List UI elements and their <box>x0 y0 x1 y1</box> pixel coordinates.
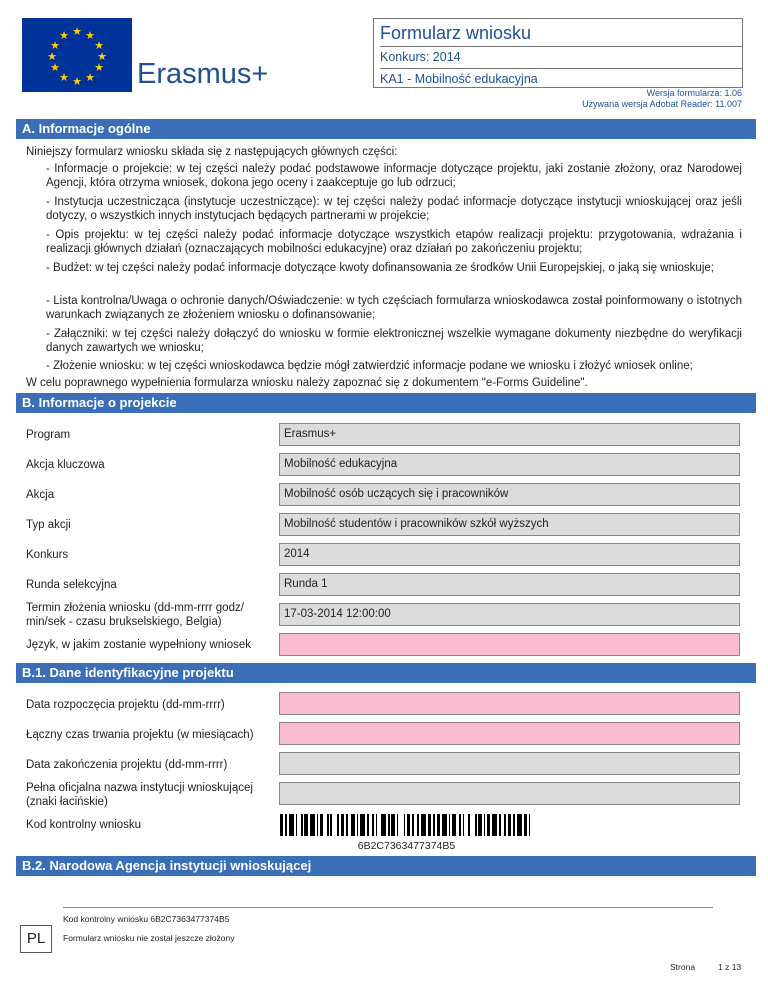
language-badge: PL <box>20 925 52 953</box>
eu-flag-logo <box>22 18 132 92</box>
duration-label: Łączny czas trwania projektu (w miesiącach) <box>26 729 254 741</box>
list-item: - Opis projektu: w tej części należy podać informacje dotyczące wszystkich etapów realizacji projektu: przygotowania, wdrażania i realizacji głównych działań (oznaczających mobilności edukacyjne) oraz działań po zakończeniu projektu; <box>46 229 742 255</box>
brand-name: Erasmus+ <box>137 58 269 90</box>
section-b2-header: B.2. Narodowa Agencja instytucji wnioskującej <box>16 856 756 876</box>
list-item: - Budżet: w tej części należy podać informacje dotyczące kwoty dofinansowania ze środków Unii Europejskiej, o jaką się wnioskuje; <box>46 262 714 274</box>
section-b1-header: B.1. Dane identyfikacyjne projektu <box>16 663 756 683</box>
list-item: - Złożenie wniosku: w tej części wnioskodawca będzie mógł zatwierdzić informacje podane we wniosku i złożyć wniosek online; <box>46 360 693 372</box>
action-type-label: Typ akcji <box>26 519 71 531</box>
program-field: Erasmus+ <box>279 423 740 446</box>
page-label: Strona <box>670 962 696 972</box>
call-field: 2014 <box>279 543 740 566</box>
eu-stars-icon <box>22 18 132 92</box>
key-action: KA1 - Mobilność edukacyjna <box>380 68 742 86</box>
svg-text:★: ★ <box>50 61 60 74</box>
start-date-input[interactable] <box>279 692 740 715</box>
version-info <box>582 88 742 110</box>
list-item: - Instytucja uczestnicząca (instytucje uczestniczące): w tej części należy podać informacje dotyczące instytucji wnioskującej oraz jeśli dotyczy, o wszystkich innych instytucjach będących partnerami w projekcie; <box>46 196 742 222</box>
end-date-label: Data zakończenia projektu (dd-mm-rrrr) <box>26 759 228 771</box>
end-date-field <box>279 752 740 775</box>
section-a-outro: W celu poprawnego wypełnienia formularza wniosku należy zapoznać się z dokumentem "e-Forms Guideline". <box>26 377 588 389</box>
list-item: - Załączniki: w tej części należy dołączyć do wniosku w formie elektronicznej wszelkie wymagane dokumenty niezbędne do weryfikacji danych zawartych we wniosku; <box>46 328 742 354</box>
call-year: Konkurs: 2014 <box>380 46 742 69</box>
program-label: Program <box>26 429 71 441</box>
key-action-field: Mobilność edukacyjna <box>279 453 740 476</box>
svg-text:★: ★ <box>85 29 95 42</box>
form-title-box <box>373 18 743 88</box>
svg-text:★: ★ <box>72 75 82 88</box>
start-date-label: Data rozpoczęcia projektu (dd-mm-rrrr) <box>26 699 225 711</box>
page-number: 1 z 13 <box>718 962 742 972</box>
language-label: Język, w jakim zostanie wypełniony wniosek <box>26 639 251 651</box>
action-type-field: Mobilność studentów i pracowników szkół wyższych <box>279 513 740 536</box>
deadline-field: 17-03-2014 12:00:00 <box>279 603 740 626</box>
key-action-label: Akcja kluczowa <box>26 459 105 471</box>
action-label: Akcja <box>26 489 55 501</box>
deadline-label: Termin złożenia wniosku (dd-mm-rrrr godz/ min/sek - czasu brukselskiego, Belgia) <box>26 602 244 628</box>
svg-text:★: ★ <box>50 39 60 52</box>
svg-text:★: ★ <box>94 61 104 74</box>
svg-text:★: ★ <box>47 50 57 63</box>
footer-checksum: Kod kontrolny wniosku 6B2C7363477374B5 <box>63 914 230 924</box>
svg-text:★: ★ <box>94 39 104 52</box>
svg-text:★: ★ <box>85 71 95 84</box>
form-version: Wersja formularza: 1.06 <box>646 88 742 98</box>
org-name-field <box>279 782 740 805</box>
round-label: Runda selekcyjna <box>26 579 117 591</box>
svg-text:★: ★ <box>97 50 107 63</box>
form-title: Formularz wniosku <box>380 23 532 43</box>
footer-status: Formularz wniosku nie został jeszcze złożony <box>63 933 235 943</box>
list-item: - Informacje o projekcie: w tej części należy podać podstawowe informacje dotyczące projektu, jaki zostanie złożony, oraz Narodowej Agencji, która otrzyma wniosek, dokona jego oceny i zaakceptuje go lub odrzuci; <box>46 163 742 189</box>
org-name-label: Pełna oficjalna nazwa instytucji wnioskującej (znaki łacińskie) <box>26 782 253 808</box>
action-field: Mobilność osób uczących się i pracowników <box>279 483 740 506</box>
svg-text:★: ★ <box>59 29 69 42</box>
language-select[interactable] <box>279 633 740 656</box>
duration-input[interactable] <box>279 722 740 745</box>
section-b-header: B. Informacje o projekcie <box>16 393 756 413</box>
round-field: Runda 1 <box>279 573 740 596</box>
svg-text:★: ★ <box>59 71 69 84</box>
footer-divider <box>63 907 713 908</box>
section-a-header: A. Informacje ogólne <box>16 119 756 139</box>
checksum-label: Kod kontrolny wniosku <box>26 819 142 831</box>
svg-text:★: ★ <box>72 25 82 38</box>
reader-version: Używana wersja Adobat Reader: 11.007 <box>582 99 742 109</box>
list-item: - Lista kontrolna/Uwaga o ochronie danych/Oświadczenie: w tych częściach formularza wnioskodawca został poinformowany o istotnych warunkach związanych ze złożeniem wniosku o dofinansowanie; <box>46 295 742 321</box>
section-a-intro: Niniejszy formularz wniosku składa się z następujących głównych części: <box>26 146 398 158</box>
call-label: Konkurs <box>26 549 69 561</box>
barcode-image <box>280 814 533 836</box>
checksum-value: 6B2C7363477374B5 <box>357 840 456 852</box>
